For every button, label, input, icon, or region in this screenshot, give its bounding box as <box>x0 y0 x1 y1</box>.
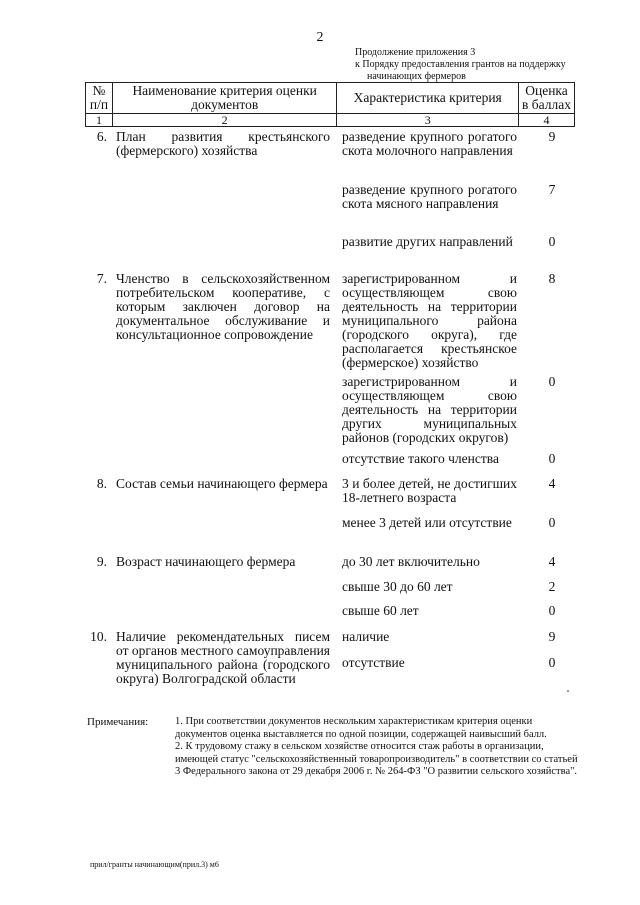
criterion-option-text: отсутствие такого членства <box>342 451 499 466</box>
criterion-option-text: менее 3 детей или отсутствие <box>342 515 512 530</box>
criterion-number: 10. <box>90 629 107 644</box>
criterion-number: 9. <box>96 554 107 569</box>
col-number: 1 <box>86 114 113 127</box>
criterion-option-score: 0 <box>548 374 556 389</box>
header-score: Оценка в баллах <box>519 83 575 114</box>
criterion-option-score: 9 <box>548 629 556 644</box>
criterion-option-score: 0 <box>548 234 556 249</box>
header-note-line: Продолжение приложения 3 <box>355 47 476 58</box>
criterion-option-text: до 30 лет включительно <box>342 554 480 569</box>
criterion-option-score: 0 <box>548 603 556 618</box>
header-note-line: к Порядку предоставления грантов на поддержку <box>355 59 566 70</box>
criterion-option-text: отсутствие <box>342 655 405 670</box>
criterion-name: Состав семьи начинающего фермера <box>116 476 328 491</box>
criterion-option-text: 3 и более детей, не достигших 18-летнего возраста <box>342 476 517 505</box>
criterion-option-score: 9 <box>548 129 556 144</box>
criterion-name: Наличие рекомендательных писем от органов местного самоуправления муниципального района (городского округа) Волгоградской области <box>116 629 330 686</box>
notes <box>175 716 585 779</box>
page-number: 2 <box>316 30 324 45</box>
scan-dot <box>567 690 569 692</box>
header-num: № п/п <box>86 83 113 114</box>
header-char: Характеристика критерия <box>337 83 519 114</box>
criterion-name: План развития крестьянского (фермерского) хозяйства <box>116 129 330 158</box>
criterion-number: 6. <box>96 129 107 144</box>
criterion-option-score: 0 <box>548 451 556 466</box>
criterion-option-text: свыше 60 лет <box>342 603 419 618</box>
criterion-number: 8. <box>96 476 107 491</box>
col-number: 4 <box>519 114 575 127</box>
criterion-option-text: зарегистрированном и осуществляющем свою деятельность на территории других муниципальных районов (городских округов) <box>342 374 517 445</box>
header-note-line: начинающих фермеров <box>367 71 466 82</box>
appendix-header-note <box>355 47 615 83</box>
criterion-option-score: 7 <box>548 182 556 197</box>
criterion-option-score: 0 <box>548 655 556 670</box>
criterion-option-text: зарегистрированном и осуществляющем свою деятельность на территории муниципального района (городского округа), где располагается крестьянское (фермерское) хозяйство <box>342 271 517 370</box>
criterion-option-text: наличие <box>342 629 390 644</box>
criterion-option-text: разведение крупного рогатого скота мясного направления <box>342 182 517 211</box>
criterion-option-text: развитие других направлений <box>342 234 513 249</box>
criterion-option-score: 0 <box>548 515 556 530</box>
criterion-option-score: 8 <box>548 271 556 286</box>
criterion-option-score: 4 <box>548 554 556 569</box>
col-number: 2 <box>112 114 336 127</box>
criterion-number: 7. <box>96 271 107 286</box>
criteria-table-header <box>85 82 575 127</box>
criterion-name: Возраст начинающего фермера <box>116 554 296 569</box>
criterion-option-text: разведение крупного рогатого скота молочного направления <box>342 129 517 158</box>
note-item: 1. При соответствии документов нескольким характеристикам критерия оценки документов оценка выставляется по одной позиции, содержащей наивысший балл. <box>175 716 547 740</box>
notes-label: Примечания: <box>87 716 149 728</box>
criterion-option-text: свыше 30 до 60 лет <box>342 579 453 594</box>
note-item: 2. К трудовому стажу в сельском хозяйстве относится стаж работы в организации, имеющей статус "сельскохозяйственный товаропроизводитель" в соответствии со статьей 3 Федерального закона от 29 декабря 2006 г. № 264-ФЗ "О развитии сельского хозяйства". <box>175 741 578 777</box>
criterion-option-score: 2 <box>548 579 556 594</box>
criterion-option-score: 4 <box>548 476 556 491</box>
footer-filename: прил/гранты начинающим(прил.3) м6 <box>90 860 219 869</box>
criterion-name: Членство в сельскохозяйственном потребительском кооперативе, с которым заключен договор на документальное обслуживание и консультационное сопровождение <box>116 271 330 342</box>
col-number: 3 <box>337 114 519 127</box>
header-name: Наименование критерия оценки документов <box>112 83 336 114</box>
